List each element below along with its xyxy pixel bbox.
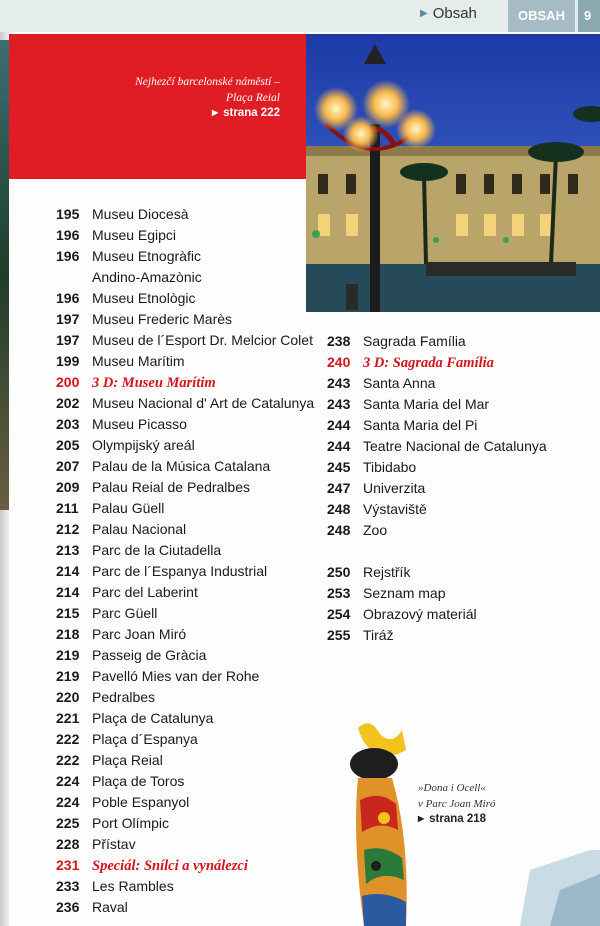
index-entry-title: Palau de la Música Catalana [92, 458, 271, 474]
index-entry-title: Speciál: Snílci a vynálezci [92, 858, 248, 874]
index-entry[interactable] [56, 834, 136, 855]
index-page-number: 236 [56, 899, 80, 915]
index-entry[interactable] [56, 372, 216, 393]
index-entry-title: Výstaviště [363, 501, 427, 517]
index-entry[interactable] [56, 540, 221, 561]
index-page-number: 244 [327, 438, 351, 454]
index-page-number: 222 [56, 752, 80, 768]
index-entry-title: Museu Marítim [92, 353, 185, 369]
index-page-number: 200 [56, 374, 80, 390]
index-entry-title: Museu de l´Esport Dr. Melcior Colet [92, 332, 313, 348]
sculpture-caption [418, 780, 496, 812]
index-entry[interactable] [56, 603, 157, 624]
index-page-number: 245 [327, 459, 351, 475]
index-entry[interactable] [56, 897, 128, 918]
index-entry-title: Santa Maria del Pi [363, 417, 478, 433]
corner-photo-fragment [520, 850, 600, 926]
index-page-number: 207 [56, 458, 80, 474]
index-entry[interactable] [56, 309, 232, 330]
index-entry-title: Parc Güell [92, 605, 158, 621]
index-page-number: 240 [327, 354, 351, 370]
index-entry[interactable] [56, 288, 196, 309]
index-page-number: 224 [56, 794, 80, 810]
index-entry[interactable] [56, 561, 267, 582]
index-entry-title: Raval [92, 899, 128, 915]
index-page-number: 220 [56, 689, 80, 705]
index-entry-title: Plaça Reial [92, 752, 163, 768]
index-entry[interactable] [327, 331, 466, 352]
index-page-number: 228 [56, 836, 80, 852]
index-entry-title: Palau Güell [92, 500, 165, 516]
index-entry[interactable] [56, 771, 184, 792]
index-page-number: 214 [56, 563, 80, 579]
index-entry[interactable] [327, 415, 477, 436]
index-page-number: 255 [327, 627, 351, 643]
index-entry-title: Poble Espanyol [92, 794, 190, 810]
index-page-number: 212 [56, 521, 80, 537]
index-entry-title: Plaça de Catalunya [92, 710, 214, 726]
sculpture-page-ref[interactable] [418, 813, 486, 825]
index-entry[interactable] [56, 246, 201, 267]
index-entry[interactable] [327, 499, 427, 520]
photo-page-ref-text: strana 222 [223, 107, 280, 119]
index-entry[interactable] [56, 498, 164, 519]
index-entry[interactable] [56, 729, 198, 750]
index-entry-title: Palau Reial de Pedralbes [92, 479, 250, 495]
index-entry[interactable] [327, 478, 425, 499]
index-entry-title: Seznam map [363, 585, 446, 601]
index-page-number: 254 [327, 606, 351, 622]
index-entry-title: Museu Picasso [92, 416, 187, 432]
index-page-number: 243 [327, 396, 351, 412]
sculpture-caption-line2: v Parc Joan Miró [418, 798, 496, 810]
tab-next[interactable]: 9 [578, 0, 600, 32]
index-page-number: 238 [327, 333, 351, 349]
photo-caption-box [9, 34, 306, 179]
index-entry-title: Plaça d´Espanya [92, 731, 198, 747]
index-entry[interactable] [56, 813, 169, 834]
index-entry-title: Rejstřík [363, 564, 411, 580]
index-entry-title: Přístav [92, 836, 136, 852]
index-entry-title: Museu Frederic Marès [92, 311, 233, 327]
index-entry-title: Museu Etnològic [92, 290, 196, 306]
photo-page-ref[interactable] [212, 107, 280, 119]
index-entry[interactable] [327, 394, 489, 415]
index-entry-title: Santa Anna [363, 375, 436, 391]
index-page-number: 231 [56, 857, 80, 873]
index-page-number: 196 [56, 248, 80, 264]
index-entry[interactable] [327, 604, 477, 625]
index-entry-title: Parc de l´Espanya Industrial [92, 563, 268, 579]
index-entry[interactable] [56, 792, 189, 813]
triangle-right-icon: ▶ [211, 108, 219, 117]
index-page-number: 211 [56, 500, 79, 516]
index-list-left [56, 204, 316, 924]
index-entry[interactable] [56, 855, 248, 876]
index-entry[interactable] [327, 352, 494, 373]
index-entry-title: Parc Joan Miró [92, 626, 187, 642]
sculpture-page-ref-text: strana 218 [429, 813, 487, 825]
index-entry-title: Teatre Nacional de Catalunya [363, 438, 547, 454]
index-entry[interactable] [327, 520, 387, 541]
night-square-illustration [306, 34, 600, 312]
photo-caption-line2: Plaça Reial [226, 92, 280, 104]
index-entry-title: Tibidabo [363, 459, 417, 475]
index-page-number: 247 [327, 480, 351, 496]
section-header-bar [0, 0, 600, 32]
sculpture-caption-line1: »Dona i Ocell« [418, 782, 486, 794]
index-entry[interactable] [56, 519, 186, 540]
dona-i-ocell-sculpture [340, 720, 420, 926]
index-entry-title: Museu Etnogràfic [92, 248, 201, 264]
index-entry-title: Museu Nacional d' Art de Catalunya [92, 395, 315, 411]
index-entry[interactable] [56, 624, 186, 645]
index-entry-title: Tiráž [363, 627, 394, 643]
index-entry-title: Zoo [363, 522, 388, 538]
index-entry-title: Sagrada Família [363, 333, 466, 349]
index-page-number: 219 [56, 647, 80, 663]
index-page-number: 196 [56, 290, 80, 306]
index-entry[interactable] [56, 666, 259, 687]
index-page-number: 219 [56, 668, 80, 684]
index-entry-title: Parc de la Ciutadella [92, 542, 222, 558]
index-entry-title: Passeig de Gràcia [92, 647, 207, 663]
index-page-number: 197 [56, 332, 80, 348]
index-entry[interactable] [56, 750, 163, 771]
index-page-number: 214 [56, 584, 80, 600]
index-page-number: 215 [56, 605, 80, 621]
index-entry[interactable] [56, 267, 202, 288]
index-entry[interactable] [56, 435, 195, 456]
triangle-right-icon: ▶ [418, 814, 425, 823]
index-entry[interactable] [56, 645, 206, 666]
photo-caption [135, 74, 280, 106]
index-page-number: 233 [56, 878, 80, 894]
index-entry-title: Port Olímpic [92, 815, 170, 831]
index-page-number: 250 [327, 564, 351, 580]
triangle-right-icon: ▶ [420, 8, 428, 19]
corner-photo-illustration [520, 850, 600, 926]
index-page-number: 243 [327, 375, 351, 391]
index-entry[interactable] [327, 457, 416, 478]
index-page-number: 248 [327, 522, 351, 538]
index-entry[interactable] [56, 204, 189, 225]
index-page-number: 218 [56, 626, 80, 642]
index-entry-title: 3 D: Sagrada Família [363, 355, 494, 371]
index-entry[interactable] [327, 436, 547, 457]
index-entry-title: Pedralbes [92, 689, 156, 705]
index-entry[interactable] [56, 351, 185, 372]
sculpture-illustration [340, 720, 420, 926]
index-entry[interactable] [56, 414, 187, 435]
index-page-number: 197 [56, 311, 80, 327]
index-entry[interactable] [56, 876, 174, 897]
section-label-text: Obsah [432, 5, 477, 22]
index-entry[interactable] [56, 582, 198, 603]
index-entry[interactable] [56, 330, 313, 351]
index-entry-title: Museu Egipci [92, 227, 177, 243]
index-page-number: 253 [327, 585, 351, 601]
index-entry-title: Plaça de Toros [92, 773, 185, 789]
photo-caption-line1: Nejhezčí barcelonské náměstí – [135, 76, 280, 88]
index-entry-title: Museu Diocesà [92, 206, 189, 222]
index-entry-title: Andino-Amazònic [92, 269, 202, 285]
index-entry-title: Univerzita [363, 480, 426, 496]
index-page-number: 202 [56, 395, 80, 411]
index-entry-title: Palau Nacional [92, 521, 187, 537]
index-page-number: 205 [56, 437, 80, 453]
index-page-number: 195 [56, 206, 80, 222]
index-page-number: 244 [327, 417, 351, 433]
index-page-number: 199 [56, 353, 80, 369]
index-page-number: 213 [56, 542, 80, 558]
index-page-number: 209 [56, 479, 80, 495]
index-entry[interactable] [56, 687, 155, 708]
index-entry-title: Les Rambles [92, 878, 174, 894]
index-entry[interactable] [327, 373, 435, 394]
index-page-number: 221 [56, 710, 80, 726]
index-entry[interactable] [327, 625, 394, 646]
index-entry[interactable] [56, 708, 213, 729]
index-entry[interactable] [56, 477, 250, 498]
index-page-number: 225 [56, 815, 80, 831]
index-entry[interactable] [327, 583, 445, 604]
placa-reial-photo [306, 34, 600, 312]
index-entry-title: Olympijský areál [92, 437, 195, 453]
index-entry[interactable] [56, 393, 314, 414]
index-entry[interactable] [56, 456, 270, 477]
index-entry[interactable] [56, 225, 176, 246]
index-entry[interactable] [327, 562, 410, 583]
tab-obsah[interactable]: OBSAH [508, 0, 575, 32]
index-entry-title: 3 D: Museu Marítim [92, 375, 216, 391]
index-entry-title: Parc del Laberint [92, 584, 198, 600]
adjacent-page-photo-edge [0, 40, 9, 510]
index-list-right [327, 331, 587, 651]
index-page-number: 222 [56, 731, 80, 747]
index-page-number: 196 [56, 227, 80, 243]
index-page-number: 203 [56, 416, 80, 432]
index-entry-title: Obrazový materiál [363, 606, 477, 622]
index-page-number: 224 [56, 773, 80, 789]
index-entry-title: Pavelló Mies van der Rohe [92, 668, 260, 684]
index-page-number: 248 [327, 501, 351, 517]
index-entry-title: Santa Maria del Mar [363, 396, 490, 412]
section-label[interactable] [420, 5, 477, 22]
